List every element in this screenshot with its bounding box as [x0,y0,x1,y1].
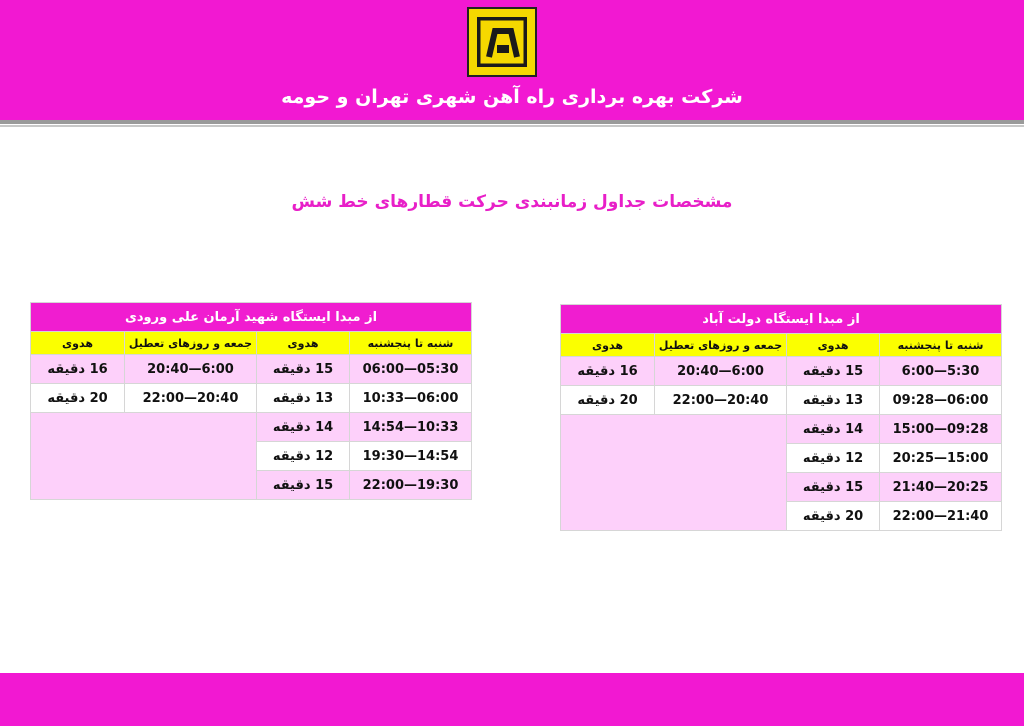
weekday-headway-cell: 20 دقیقه [787,502,880,531]
table-row [31,355,472,384]
holiday-time-cell: 20:40—22:00 [125,384,257,413]
column-header: هدوی [787,334,880,357]
column-header: هدوی [561,334,655,357]
holiday-headway-cell: 16 دقیقه [31,355,125,384]
column-header: هدوی [257,332,350,355]
holiday-headway-cell: 20 دقیقه [561,386,655,415]
table-row [31,384,472,413]
weekday-time-cell: 09:28—15:00 [880,415,1002,444]
weekday-time-cell: 21:40—22:00 [880,502,1002,531]
table-row [561,386,1002,415]
weekday-time-cell: 20:25—21:40 [880,473,1002,502]
weekday-headway-cell: 14 دقیقه [787,415,880,444]
weekday-time-cell: 19:30—22:00 [350,471,472,500]
weekday-time-cell: 05:30—06:00 [350,355,472,384]
weekday-headway-cell: 15 دقیقه [787,473,880,502]
table-title: از مبدا ایستگاه دولت آباد [561,305,1002,334]
weekday-headway-cell: 15 دقیقه [257,355,350,384]
weekday-headway-cell: 13 دقیقه [787,386,880,415]
header-divider [0,120,1024,124]
holiday-headway-cell: 16 دقیقه [561,357,655,386]
weekday-headway-cell: 12 دقیقه [787,444,880,473]
column-header: هدوی [31,332,125,355]
company-name: شرکت بهره برداری راه آهن شهری تهران و حومه [281,86,743,108]
weekday-time-cell: 10:33—14:54 [350,413,472,442]
holiday-time-cell: 20:40—22:00 [655,386,787,415]
column-header: شنبه تا پنجشنبه [880,334,1002,357]
table-row [561,357,1002,386]
holiday-headway-cell: 20 دقیقه [31,384,125,413]
empty-holiday-area [31,413,257,500]
schedule-table-left [30,302,472,500]
table-row [31,413,472,442]
column-header: جمعه و روزهای تعطیل [655,334,787,357]
weekday-time-cell: 5:30—6:00 [880,357,1002,386]
weekday-headway-cell: 12 دقیقه [257,442,350,471]
weekday-time-cell: 14:54—19:30 [350,442,472,471]
column-header: شنبه تا پنجشنبه [350,332,472,355]
holiday-time-cell: 6:00—20:40 [125,355,257,384]
weekday-headway-cell: 15 دقیقه [787,357,880,386]
weekday-headway-cell: 14 دقیقه [257,413,350,442]
column-header: جمعه و روزهای تعطیل [125,332,257,355]
page-header [0,0,1024,120]
page-footer [0,673,1024,726]
holiday-time-cell: 6:00—20:40 [655,357,787,386]
weekday-headway-cell: 13 دقیقه [257,384,350,413]
table-title: از مبدا ایستگاه شهید آرمان علی ورودی [31,303,472,332]
empty-holiday-area [561,415,787,531]
table-row [561,415,1002,444]
page-title: مشخصات جداول زمانبندی حرکت قطارهای خط شش [291,192,733,212]
schedule-table-right [560,304,1002,531]
weekday-time-cell: 06:00—10:33 [350,384,472,413]
weekday-time-cell: 06:00—09:28 [880,386,1002,415]
header-divider-thin [0,125,1024,127]
metro-logo-icon [467,7,537,77]
weekday-time-cell: 15:00—20:25 [880,444,1002,473]
weekday-headway-cell: 15 دقیقه [257,471,350,500]
